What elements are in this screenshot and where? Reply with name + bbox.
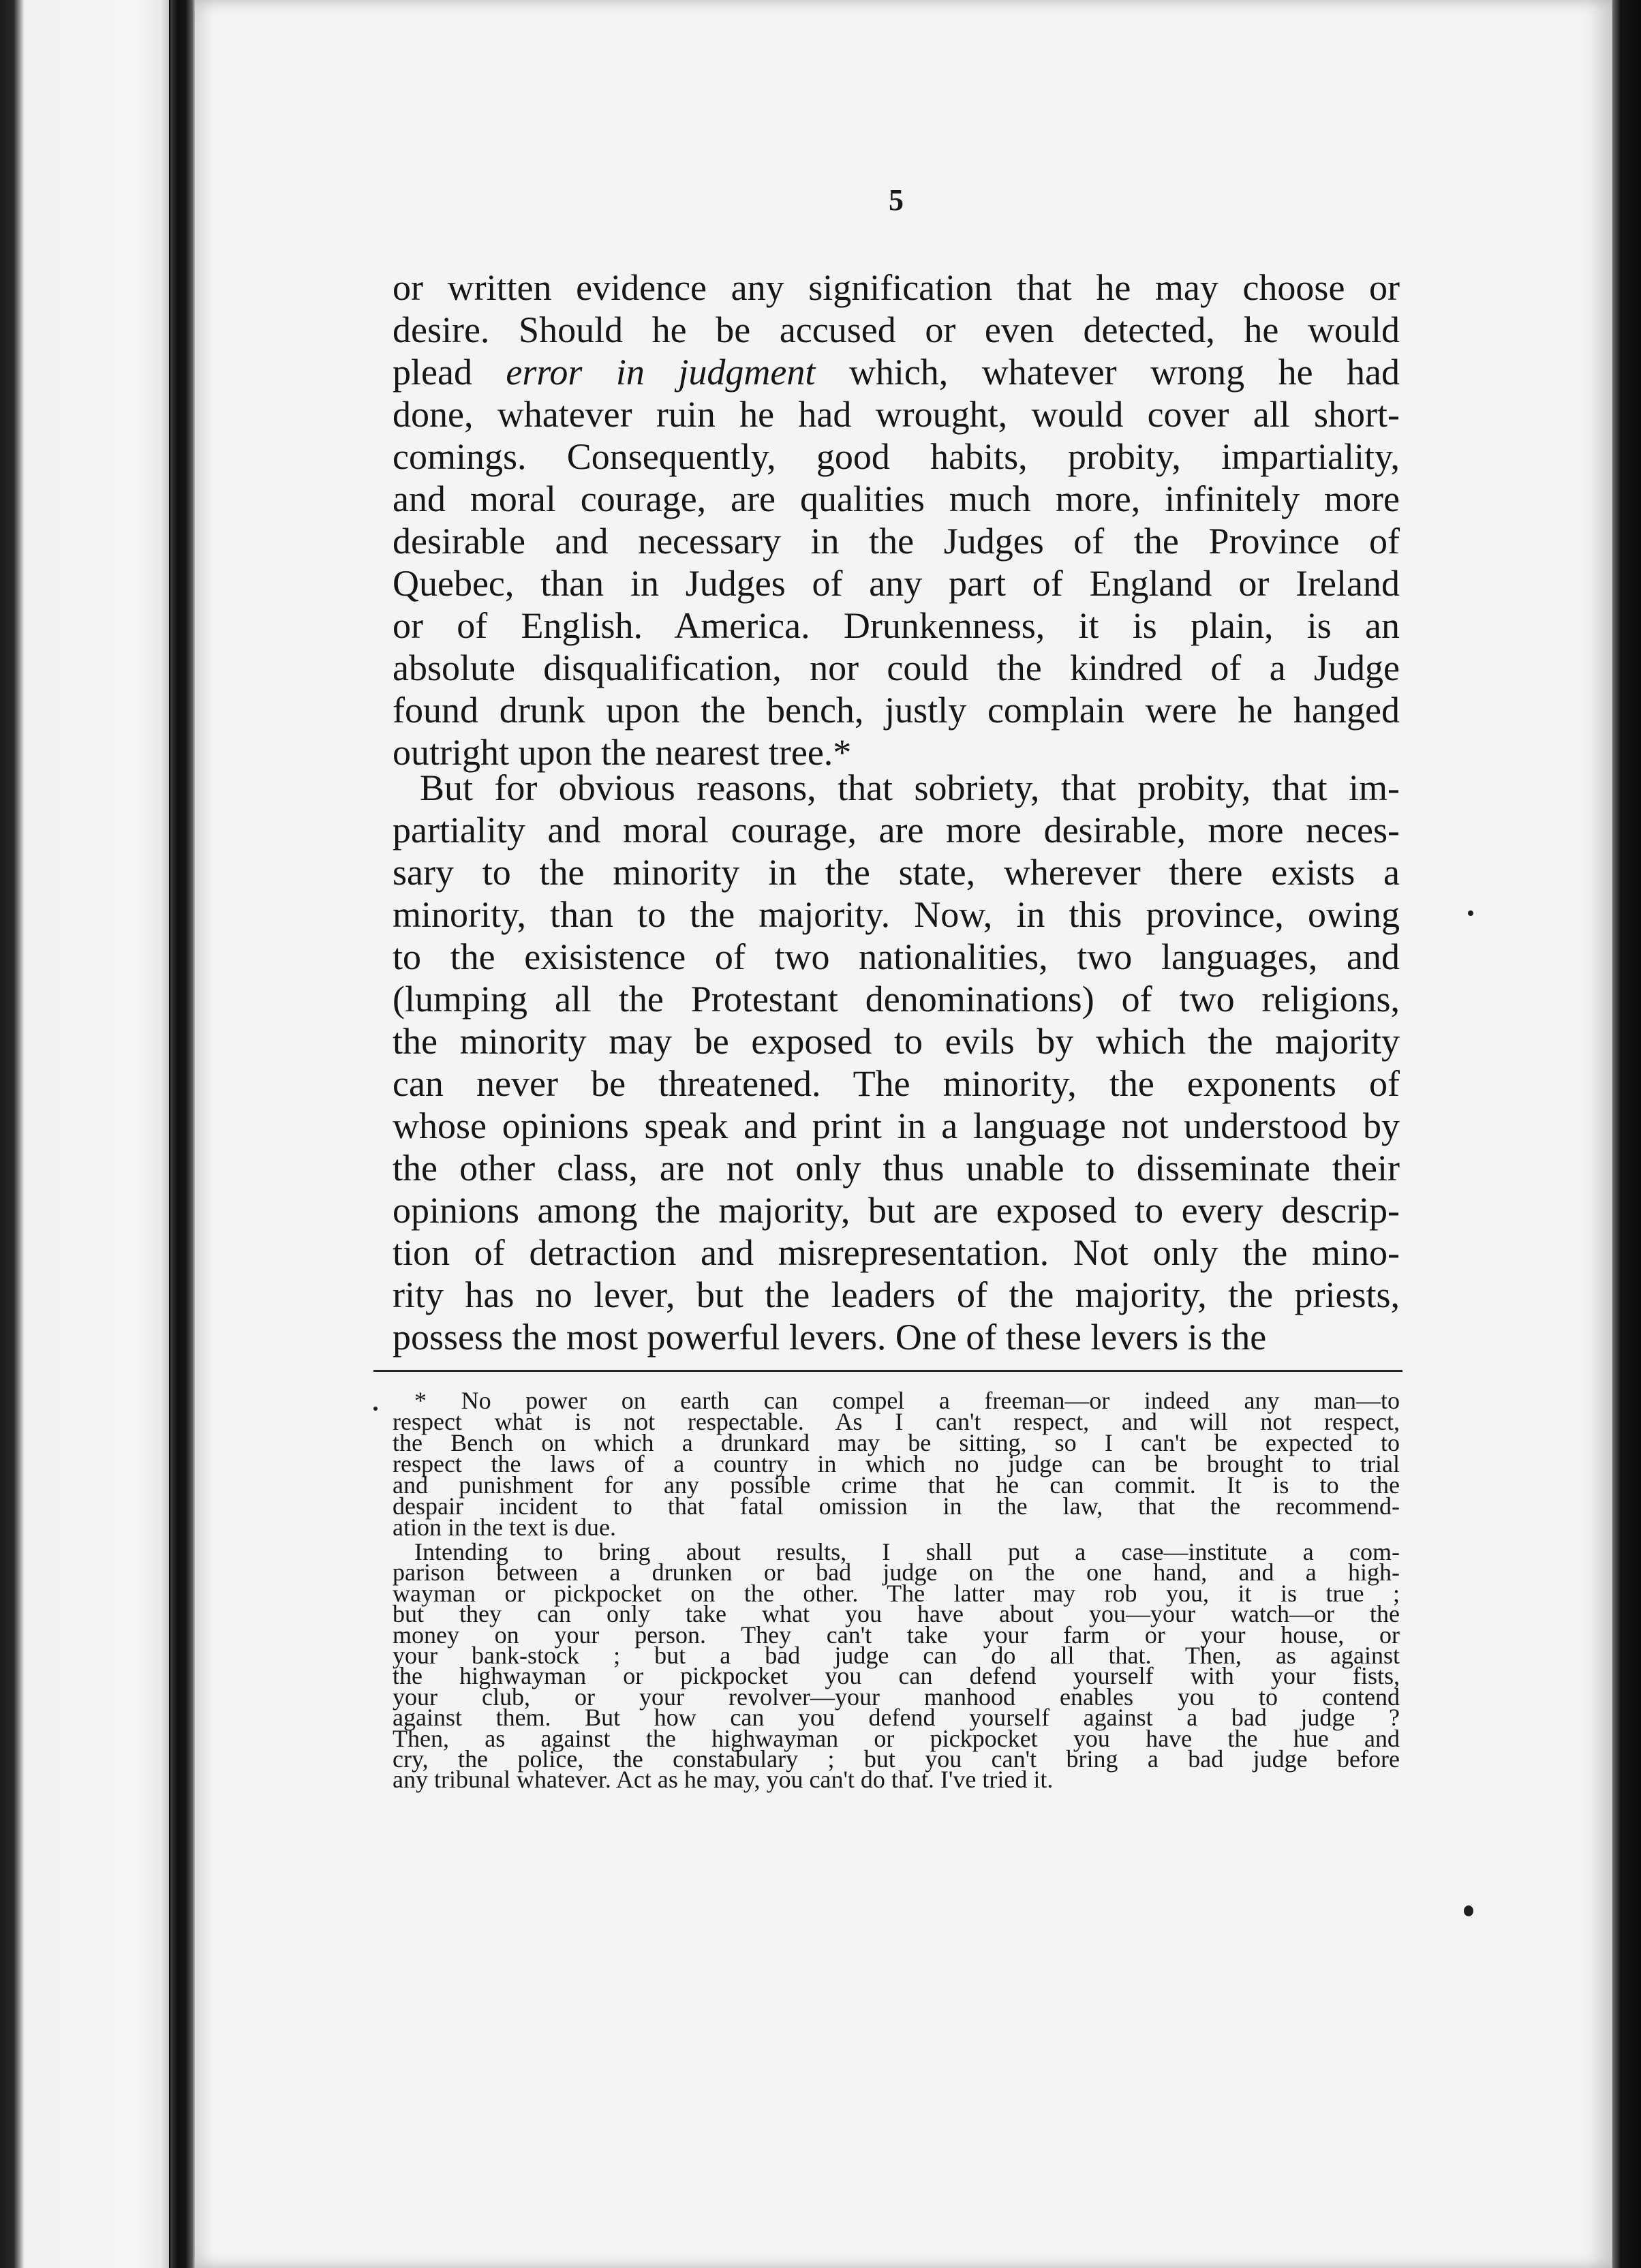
ink-speck xyxy=(1464,1905,1473,1916)
text-line: sary to the minority in the state, wherever there exists a xyxy=(393,852,1400,893)
footnote-line: the Bench on which a drunkard may be sitting, so I can't be expected to xyxy=(393,1429,1400,1456)
footnote-line: your club, or your revolver—your manhood enables you to contend xyxy=(393,1683,1400,1711)
text-line: to the exisistence of two nationalities, two languages, and xyxy=(393,936,1400,977)
text-line: the minority may be exposed to evils by which the majority xyxy=(393,1021,1400,1062)
text-line: the other class, are not only thus unable to disseminate their xyxy=(393,1148,1400,1189)
text-line: or of English. America. Drunkenness, it is plain, is an xyxy=(393,605,1400,646)
text-line: (lumping all the Protestant denominations) of two religions, xyxy=(393,979,1400,1020)
text-line: done, whatever ruin he had wrought, would cover all short- xyxy=(393,394,1400,435)
left-page-edge xyxy=(0,0,169,2268)
ink-speck xyxy=(373,1407,378,1411)
footnote-line: the highwayman or pickpocket you can defend yourself with your fists, xyxy=(393,1662,1400,1690)
footnote-line: cry, the police, the constabulary ; but you can't bring a bad judge before xyxy=(393,1745,1400,1773)
footnote-line: respect what is not respectable. As I can't respect, and will not respect, xyxy=(393,1408,1400,1435)
text-line: opinions among the majority, but are exposed to every descrip- xyxy=(393,1190,1400,1231)
footnote-line: Intending to bring about results, I shall put a case—institute a com- xyxy=(414,1538,1400,1565)
footnote-divider xyxy=(373,1370,1402,1372)
text-line: desire. Should he be accused or even detected, he would xyxy=(393,309,1400,350)
text-line: possess the most powerful levers. One of these levers is the xyxy=(393,1317,1267,1358)
page-number: 5 xyxy=(889,183,904,217)
text-line: minority, than to the majority. Now, in this province, owing xyxy=(393,894,1400,935)
text-line: can never be threatened. The minority, the exponents of xyxy=(393,1063,1400,1104)
footnote-line: despair incident to that fatal omission in the law, that the recommend- xyxy=(393,1492,1400,1520)
text-line: desirable and necessary in the Judges of the Province of xyxy=(393,521,1400,562)
text-line: rity has no lever, but the leaders of the majority, the priests, xyxy=(393,1274,1400,1315)
text-line: absolute disqualification, nor could the kindred of a Judge xyxy=(393,647,1400,688)
footnote-line: * No power on earth can compel a freeman—or indeed any man—to xyxy=(414,1387,1400,1414)
text-line: or written evidence any signification that he may choose or xyxy=(393,267,1400,308)
ink-speck xyxy=(1468,910,1473,916)
text-line: partiality and moral courage, are more desirable, more neces- xyxy=(393,810,1400,850)
text-line: comings. Consequently, good habits, probity, impartiality, xyxy=(393,436,1400,477)
footnote-line: Then, as against the highwayman or pickpocket you have the hue and xyxy=(393,1724,1400,1752)
footnote-line: money on your person. They can't take your farm or your house, or xyxy=(393,1621,1400,1649)
text-line: outright upon the nearest tree.* xyxy=(393,732,852,773)
footnote-line: any tribunal whatever. Act as he may, you can't do that. I've tried it. xyxy=(393,1766,1054,1794)
right-page-edge xyxy=(1612,0,1641,2268)
footnote-line: wayman or pickpocket on the other. The latter may rob you, it is true ; xyxy=(393,1579,1400,1607)
text-line: But for obvious reasons, that sobriety, that probity, that im- xyxy=(420,767,1400,808)
footnote-line: respect the laws of a country in which no judge can be brought to trial xyxy=(393,1450,1400,1477)
footnote-line: parison between a drunken or bad judge on the one hand, and a high- xyxy=(393,1559,1400,1587)
text-line: whose opinions speak and print in a language not understood by xyxy=(393,1105,1400,1146)
footnote-line: and punishment for any possible crime that he can commit. It is to the xyxy=(393,1471,1400,1499)
footnote-line: but they can only take what you have about you—your watch—or the xyxy=(393,1600,1400,1628)
text-line: found drunk upon the bench, justly complain were he hanged xyxy=(393,690,1400,731)
text-line: plead error in judgment which, whatever wrong he had xyxy=(393,352,1400,393)
text-line: and moral courage, are qualities much more, infinitely more xyxy=(393,478,1400,519)
text-line: tion of detraction and misrepresentation. Not only the mino- xyxy=(393,1232,1400,1273)
book-gutter xyxy=(170,0,195,2268)
footnote-line: against them. But how can you defend yourself against a bad judge ? xyxy=(393,1704,1400,1732)
footnote-line: your bank-stock ; but a bad judge can do all that. Then, as against xyxy=(393,1642,1400,1669)
footnote-line: ation in the text is due. xyxy=(393,1514,616,1541)
text-line: Quebec, than in Judges of any part of England or Ireland xyxy=(393,563,1400,604)
